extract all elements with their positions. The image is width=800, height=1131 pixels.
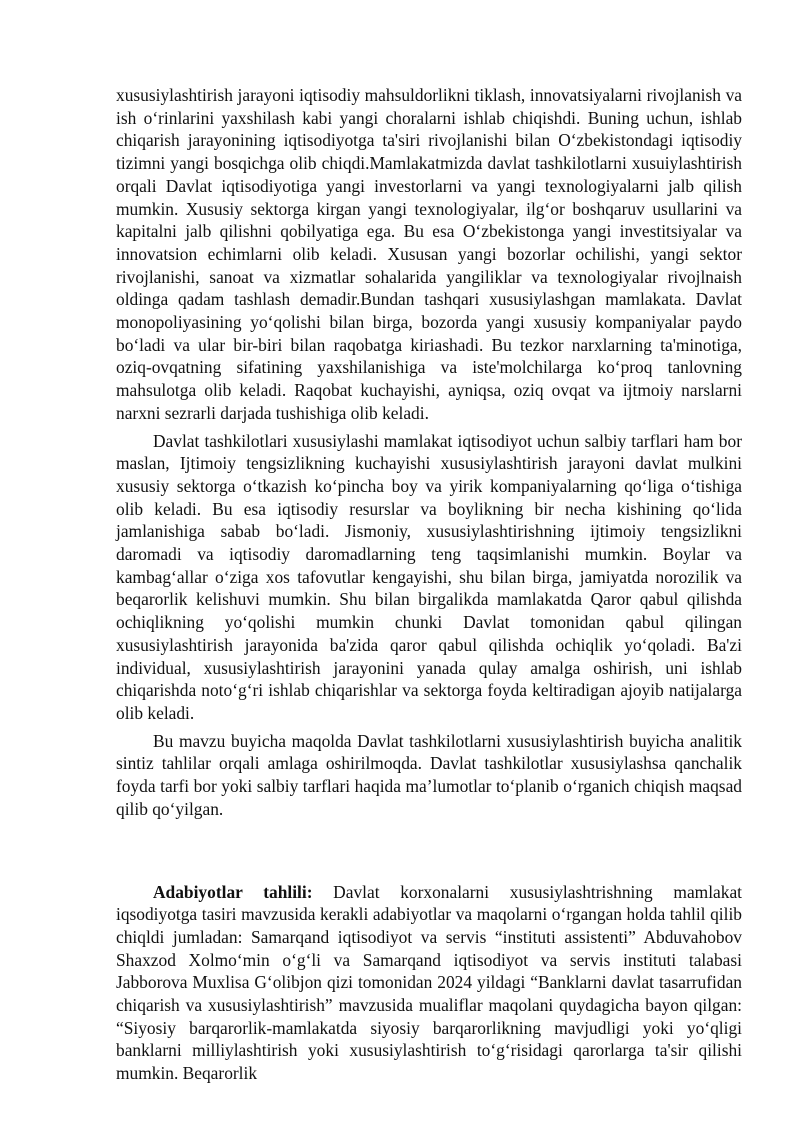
paragraph-literature-review	[116, 881, 742, 1085]
document-page	[116, 84, 742, 1085]
literature-review-text: Davlat korxonalarni xususiylashtrishning mamlakat iqsodiyotga tasiri mavzusida kerakli adabiyotlar va maqolarni o‘rgangan holda tahlil qilib chiqldi jumladan: Samarqand iqtisodiyot va servis “instituti assistenti” Abduvahobov Shaxzod Xolmo‘min o‘g‘li va Samarqand iqtisodiyot va servis instituti talabasi Jabborova Muxlisa G‘olibjon qizi tomonidan 2024 yildagi “Banklarni davlat tasarrufidan chiqarish va xususiylashtirish” mavzusida mualiflar maqolani quydagicha bayon qilgan: “Siyosiy barqarorlik-mamlakatda siyosiy barqarorlikning mavjudligi yoki yo‘qligi banklarni milliylashtirish yoki xususiylashtirish to‘g‘risidagi qarorlarga ta'sir qilishi mumkin. Beqarorlik	[116, 881, 742, 1084]
paragraph-article-purpose: Bu mavzu buyicha maqolda Davlat tashkilotlarni xususiylashtirish buyicha analitik sintiz tahlilar orqali amlaga oshirilmoqda. Davlat tashkilotlar xususiylashsa qanchalik foyda tarfi bor yoki salbiy tarflari haqida ma’lumotlar to‘planib o‘rganich chiqish maqsad qilib qo‘yilgan.	[116, 730, 742, 819]
paragraph-negative-effects: Davlat tashkilotlari xususiylashi mamlakat iqtisodiyot uchun salbiy tarflari ham bor maslan, Ijtimoiy tengsizlikning kuchayishi xususiylashtirish jarayoni davlat mulkini xususiy sektorga o‘tkazish ko‘pincha boy va yirik kompaniyalarning qo‘liga o‘tishiga olib keladi. Bu esa iqtisodiy resurslar va boylikning bir necha kishining qo‘lida jamlanishiga sabab bo‘ladi. Jismoniy, xususiylashtirishning ijtimoiy tengsizlikni daromadi va iqtisodiy daromadlarning teng taqsimlanishi mumkin. Boylar va kambag‘allar o‘ziga xos tafovutlar kengayishi, shu bilan birga, jamiyatda norozilik va beqarorlik kelishuvi mumkin. Shu bilan birgalikda mamlakatda Qaror qabul qilishda ochiqlikning yo‘qolishi mumkin chunki Davlat tomonidan qabul qilingan xususiylashtirish jarayonida ba'zida qaror qabul qilishda ochiqlik yo‘qoladi. Ba'zi individual, xususiylashtirish jarayonini yanada qulay amalga oshirish, uni ishlab chiqarishda noto‘g‘ri ishlab chiqarishlar va sektorga foyda keltiradigan ajoyib natijalarga olib keladi.	[116, 430, 742, 723]
section-heading-literature: Adabiyotlar tahlili:	[153, 881, 313, 902]
paragraph-continued: xususiylashtirish jarayoni iqtisodiy mahsuldorlikni tiklash, innovatsiyalarni rivojlanish va ish o‘rinlarini yaxshilash kabi yangi choralarni ishlab chiqishdi. Buning uchun, ishlab chiqarish jarayonining iqtisodiyotga ta'siri rivojlanishi bilan O‘zbekistondagi iqtisodiy tizimni yangi bosqichga olib chiqdi.Mamlakatmizda davlat tashkilotlarni xusuiylashtirish orqali Davlat iqtisodiyotiga yangi investorlarni va yangi texnologiyalarni jalb qilish mumkin. Xususiy sektorga kirgan yangi texnologiyalar, ilg‘or boshqaruv usullarini va kapitalni jalb qilishni qobilyatiga ega. Bu esa O‘zbekistonga yangi investitsiyalar va innovatsion echimlarni olib keladi. Xususan yangi bozorlar ochilishi, yangi sektor rivojlanishi, sanoat va xizmatlar sohalarida yangiliklar va texnologiyalar rivojlnaish oldinga qadam tashlash demadir.Bundan tashqari xususiylashgan mamlakata. Davlat monopoliyasining yo‘qolishi bilan birga, bozorda yangi xususiy kompaniyalar paydo bo‘ladi va ular bir-biri bilan raqobatga kiriashadi. Bu tezkor narxlarning ta'minotiga, oziq-ovqatning sifatining yaxshilanishiga va iste'molchilarga ko‘proq tanlovning mahsulotga olib keladi. Raqobat kuchayishi, ayniqsa, oziq ovqat va ijtmoiy narslarni narxni sezrarli darjada tushishiga olib keladi.	[116, 85, 742, 423]
